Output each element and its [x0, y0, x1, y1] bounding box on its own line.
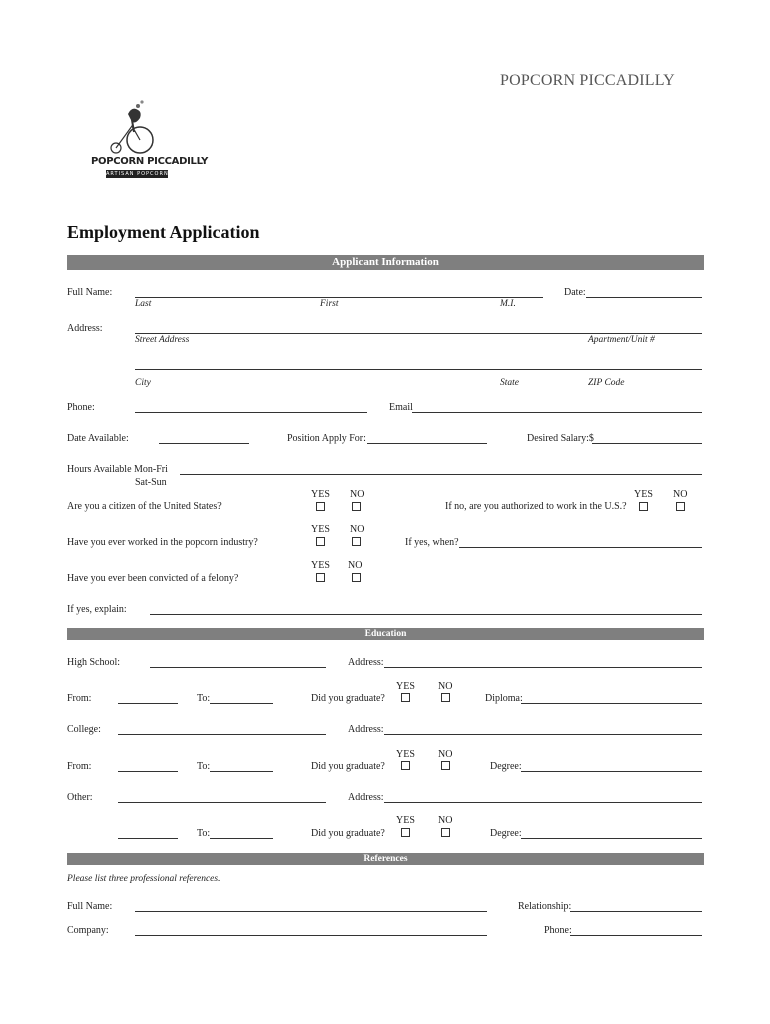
email-field[interactable] [412, 412, 702, 413]
label-other-to: To: [197, 828, 211, 839]
logo-wordmark: POPCORN PICCADILLY [91, 156, 209, 167]
felony-no-checkbox[interactable] [352, 573, 361, 582]
label-date-available: Date Available: [67, 433, 129, 444]
hs-graduate-no-checkbox[interactable] [441, 693, 450, 702]
college-address-field[interactable] [384, 734, 702, 735]
other-yes-label: YES [396, 815, 415, 826]
citizen-no-checkbox[interactable] [352, 502, 361, 511]
full-name-field[interactable] [135, 297, 543, 298]
college-degree-field[interactable] [521, 771, 702, 772]
label-other: Other: [67, 792, 93, 803]
hs-to-field[interactable] [210, 703, 273, 704]
salary-field[interactable] [592, 443, 702, 444]
explain-field[interactable] [150, 614, 702, 615]
hours-field[interactable] [180, 474, 702, 475]
other-to-field[interactable] [210, 838, 273, 839]
label-felony: Have you ever been convicted of a felony? [67, 573, 239, 584]
popcorn-no-label: NO [350, 524, 365, 535]
popcorn-yes-checkbox[interactable] [316, 537, 325, 546]
popcorn-yes-label: YES [311, 524, 330, 535]
label-ref-full-name: Full Name: [67, 901, 113, 912]
label-college-degree: Degree: [490, 761, 522, 772]
label-position: Position Apply For: [287, 433, 366, 444]
college-to-field[interactable] [210, 771, 273, 772]
other-address-field[interactable] [384, 802, 702, 803]
label-authorized: If no, are you authorized to work in the U.S.? [445, 501, 627, 512]
label-other-graduate: Did you graduate? [311, 828, 385, 839]
label-high-school: High School: [67, 657, 121, 668]
college-yes-label: YES [396, 749, 415, 760]
label-citizen: Are you a citizen of the United States? [67, 501, 222, 512]
authorized-yes-checkbox[interactable] [639, 502, 648, 511]
section-header-applicant: Applicant Information [67, 255, 704, 270]
citizen-no-label: NO [350, 489, 365, 500]
label-phone: Phone: [67, 402, 95, 413]
caption-city: City [135, 378, 151, 388]
references-instruction: Please list three professional references. [67, 874, 221, 884]
label-popcorn: Have you ever worked in the popcorn industry? [67, 537, 258, 548]
hs-yes-label: YES [396, 681, 415, 692]
hs-address-field[interactable] [384, 667, 702, 668]
label-sat-sun: Sat-Sun [135, 477, 167, 488]
label-date: Date: [564, 287, 586, 298]
label-relationship: Relationship: [518, 901, 572, 912]
label-email: Email [389, 402, 413, 413]
ref-full-name-field[interactable] [135, 911, 487, 912]
relationship-field[interactable] [570, 911, 702, 912]
felony-no-label: NO [348, 560, 363, 571]
label-explain: If yes, explain: [67, 604, 127, 615]
felony-yes-label: YES [311, 560, 330, 571]
other-no-label: NO [438, 815, 453, 826]
other-graduate-no-checkbox[interactable] [441, 828, 450, 837]
label-other-degree: Degree: [490, 828, 522, 839]
authorized-no-checkbox[interactable] [676, 502, 685, 511]
high-school-field[interactable] [150, 667, 326, 668]
diploma-field[interactable] [521, 703, 702, 704]
if-yes-when-field[interactable] [459, 547, 702, 548]
label-diploma: Diploma: [485, 693, 523, 704]
other-from-field[interactable] [118, 838, 178, 839]
hs-graduate-yes-checkbox[interactable] [401, 693, 410, 702]
other-field[interactable] [118, 802, 326, 803]
section-header-education: Education [67, 628, 704, 640]
caption-mi: M.I. [500, 299, 516, 309]
other-graduate-yes-checkbox[interactable] [401, 828, 410, 837]
caption-last: Last [135, 299, 152, 309]
felony-yes-checkbox[interactable] [316, 573, 325, 582]
logo [88, 98, 209, 184]
date-field[interactable] [586, 297, 702, 298]
college-from-field[interactable] [118, 771, 178, 772]
popcorn-no-checkbox[interactable] [352, 537, 361, 546]
caption-first: First [320, 299, 339, 309]
label-ref-phone: Phone: [544, 925, 572, 936]
authorized-yes-label: YES [634, 489, 653, 500]
college-field[interactable] [118, 734, 326, 735]
form-title: Employment Application [67, 222, 260, 242]
label-college-from: From: [67, 761, 92, 772]
label-address: Address: [67, 323, 103, 334]
caption-street: Street Address [135, 335, 190, 345]
street-address-field[interactable] [135, 333, 702, 334]
label-if-yes-when: If yes, when? [405, 537, 459, 548]
citizen-yes-checkbox[interactable] [316, 502, 325, 511]
label-hours: Hours Available Mon-Fri [67, 464, 168, 475]
label-hs-from: From: [67, 693, 92, 704]
label-full-name: Full Name: [67, 287, 113, 298]
label-hs-address: Address: [348, 657, 384, 668]
label-company: Company: [67, 925, 109, 936]
label-college-graduate: Did you graduate? [311, 761, 385, 772]
label-other-address: Address: [348, 792, 384, 803]
label-college-to: To: [197, 761, 211, 772]
label-college-address: Address: [348, 724, 384, 735]
hs-from-field[interactable] [118, 703, 178, 704]
label-hs-graduate: Did you graduate? [311, 693, 385, 704]
position-field[interactable] [367, 443, 487, 444]
city-state-zip-field[interactable] [135, 369, 702, 370]
brand-title: POPCORN PICCADILLY [500, 72, 675, 89]
caption-zip: ZIP Code [588, 378, 625, 388]
college-graduate-yes-checkbox[interactable] [401, 761, 410, 770]
label-college: College: [67, 724, 101, 735]
other-degree-field[interactable] [521, 838, 702, 839]
citizen-yes-label: YES [311, 489, 330, 500]
date-available-field[interactable] [159, 443, 249, 444]
company-field[interactable] [135, 935, 487, 936]
phone-field[interactable] [135, 412, 367, 413]
label-salary: Desired Salary:$ [527, 433, 594, 444]
authorized-no-label: NO [673, 489, 688, 500]
section-header-references: References [67, 853, 704, 865]
caption-apt: Apartment/Unit # [588, 335, 655, 345]
logo-subtext: ARTISAN POPCORN [106, 171, 169, 177]
label-hs-to: To: [197, 693, 211, 704]
college-graduate-no-checkbox[interactable] [441, 761, 450, 770]
hs-no-label: NO [438, 681, 453, 692]
caption-state: State [500, 378, 519, 388]
ref-phone-field[interactable] [570, 935, 702, 936]
college-no-label: NO [438, 749, 453, 760]
